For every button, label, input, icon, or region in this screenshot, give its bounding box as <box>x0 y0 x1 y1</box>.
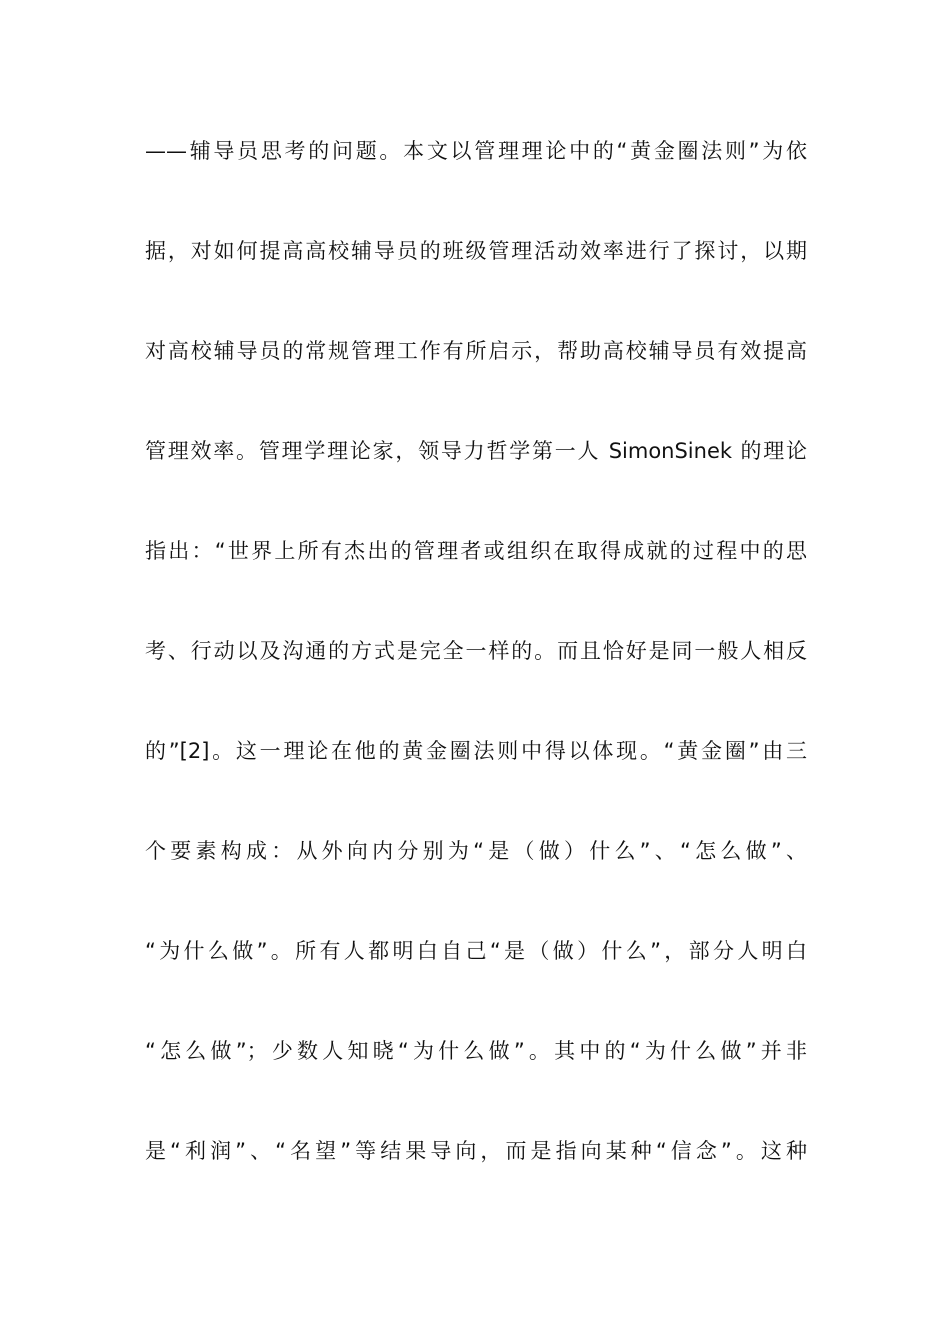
text-line: 管理效率。管理学理论家，领导力哲学第一人 SimonSinek 的理论 <box>145 439 807 463</box>
text-line: 考、行动以及沟通的方式是完全一样的。而且恰好是同一般人相反 <box>145 639 807 663</box>
text-line: 的”[2]。这一理论在他的黄金圈法则中得以体现。“黄金圈”由三 <box>145 739 807 763</box>
text-line: 个要素构成：从外向内分别为“是（做）什么”、“怎么做”、 <box>145 839 807 863</box>
text-line: 对高校辅导员的常规管理工作有所启示，帮助高校辅导员有效提高 <box>145 339 807 363</box>
text-line: ——辅导员思考的问题。本文以管理理论中的“黄金圈法则”为依 <box>145 139 807 163</box>
text-line: 指出：“世界上所有杰出的管理者或组织在取得成就的过程中的思 <box>145 539 807 563</box>
body-text <box>145 126 807 1226</box>
text-line: “为什么做”。所有人都明白自己“是（做）什么”，部分人明白 <box>145 939 807 963</box>
text-line: “怎么做”；少数人知晓“为什么做”。其中的“为什么做”并非 <box>145 1039 807 1063</box>
text-line: 是“利润”、“名望”等结果导向，而是指向某种“信念”。这种 <box>145 1139 807 1163</box>
text-line: 据，对如何提高高校辅导员的班级管理活动效率进行了探讨，以期 <box>145 239 807 263</box>
